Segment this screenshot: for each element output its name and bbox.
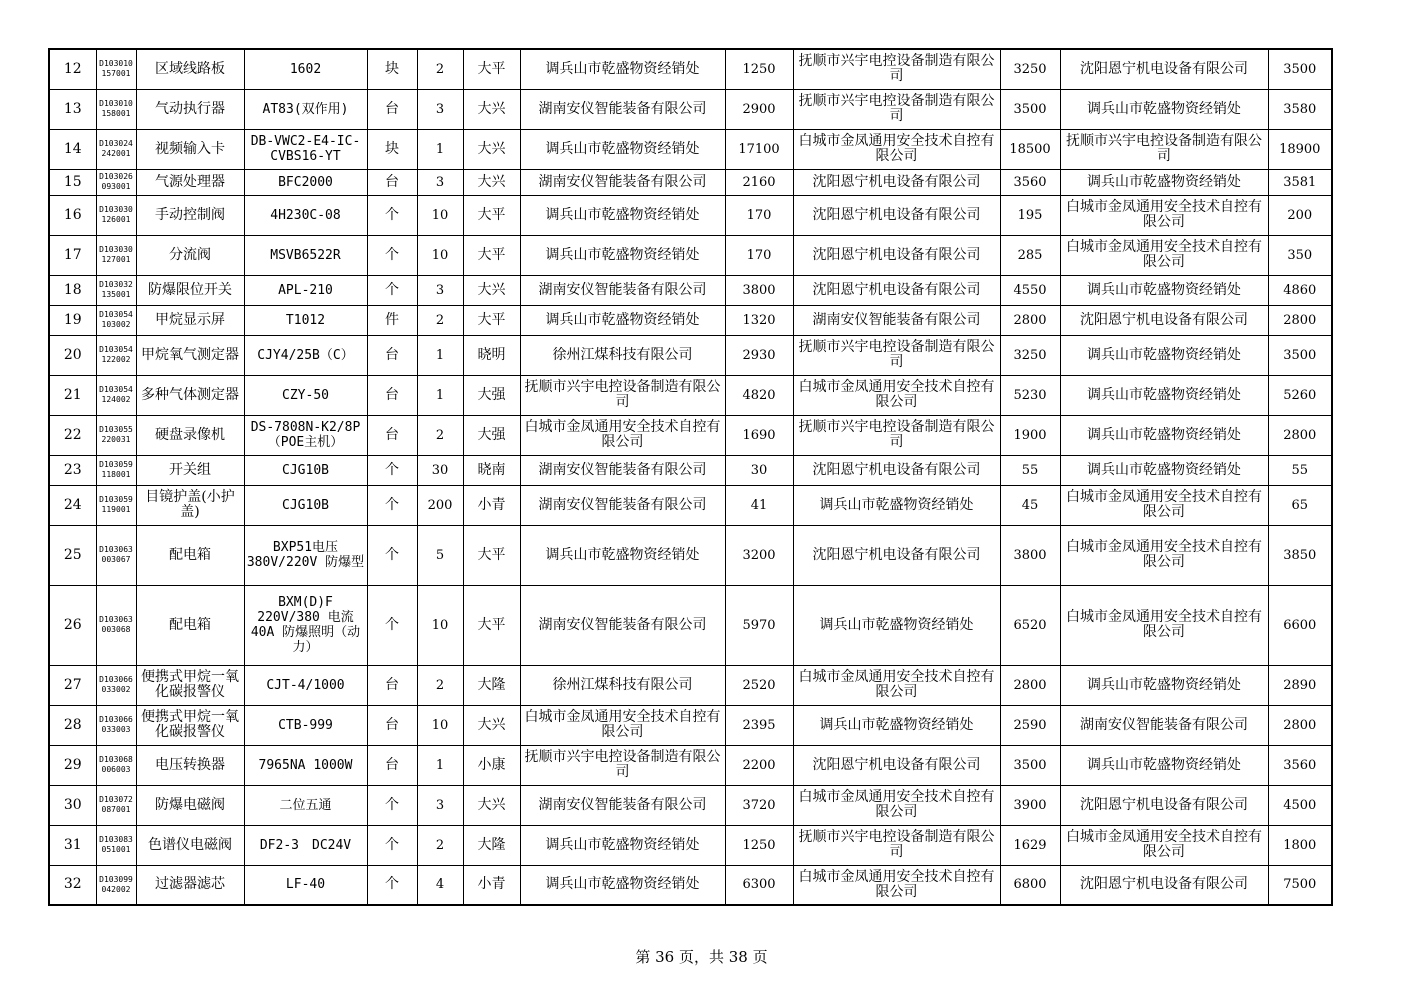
- quantity-cell: 10: [417, 705, 463, 745]
- row-number-cell: 30: [49, 785, 96, 825]
- supplier-3-cell: 湖南安仪智能装备有限公司: [1060, 705, 1268, 745]
- supplier-3-cell: 调兵山市乾盛物资经销处: [1060, 275, 1268, 305]
- price-3-cell: 3581: [1268, 169, 1332, 195]
- quantity-cell: 1: [417, 745, 463, 785]
- price-1-cell: 2930: [725, 335, 793, 375]
- item-model-cell: APL-210: [244, 275, 367, 305]
- bid-price-table: [48, 48, 1333, 906]
- row-number-cell: 27: [49, 665, 96, 705]
- unit-cell: 个: [367, 275, 417, 305]
- item-model-cell: CJY4/25B（C）: [244, 335, 367, 375]
- price-1-cell: 4820: [725, 375, 793, 415]
- mine-name-cell: 大兴: [463, 275, 520, 305]
- supplier-3-cell: 沈阳恩宁机电设备有限公司: [1060, 305, 1268, 335]
- price-3-cell: 5260: [1268, 375, 1332, 415]
- material-code-cell: D103059 118001: [96, 455, 136, 485]
- row-number-cell: 22: [49, 415, 96, 455]
- unit-cell: 台: [367, 169, 417, 195]
- price-2-cell: 45: [1000, 485, 1060, 525]
- mine-name-cell: 小青: [463, 485, 520, 525]
- supplier-1-cell: 湖南安仪智能装备有限公司: [520, 785, 725, 825]
- supplier-2-cell: 白城市金凤通用安全技术自控有限公司: [793, 129, 1000, 169]
- table-row: [49, 195, 1332, 235]
- supplier-1-cell: 白城市金凤通用安全技术自控有限公司: [520, 415, 725, 455]
- item-model-cell: CJG10B: [244, 485, 367, 525]
- unit-cell: 个: [367, 525, 417, 585]
- price-1-cell: 2395: [725, 705, 793, 745]
- table-row: [49, 485, 1332, 525]
- quantity-cell: 2: [417, 415, 463, 455]
- supplier-1-cell: 湖南安仪智能装备有限公司: [520, 169, 725, 195]
- item-model-cell: CZY-50: [244, 375, 367, 415]
- supplier-3-cell: 调兵山市乾盛物资经销处: [1060, 169, 1268, 195]
- table-row: [49, 865, 1332, 905]
- supplier-2-cell: 抚顺市兴宇电控设备制造有限公司: [793, 49, 1000, 89]
- supplier-3-cell: 沈阳恩宁机电设备有限公司: [1060, 785, 1268, 825]
- price-3-cell: 3560: [1268, 745, 1332, 785]
- item-name-cell: 便携式甲烷一氧化碳报警仪: [136, 705, 244, 745]
- item-model-cell: LF-40: [244, 865, 367, 905]
- unit-cell: 个: [367, 455, 417, 485]
- quantity-cell: 10: [417, 195, 463, 235]
- price-1-cell: 2520: [725, 665, 793, 705]
- price-1-cell: 1250: [725, 49, 793, 89]
- price-2-cell: 3250: [1000, 49, 1060, 89]
- supplier-3-cell: 抚顺市兴宇电控设备制造有限公司: [1060, 129, 1268, 169]
- quantity-cell: 3: [417, 169, 463, 195]
- price-2-cell: 285: [1000, 235, 1060, 275]
- unit-cell: 个: [367, 585, 417, 665]
- table-row: [49, 275, 1332, 305]
- supplier-3-cell: 调兵山市乾盛物资经销处: [1060, 335, 1268, 375]
- mine-name-cell: 小康: [463, 745, 520, 785]
- mine-name-cell: 晓南: [463, 455, 520, 485]
- unit-cell: 台: [367, 705, 417, 745]
- row-number-cell: 14: [49, 129, 96, 169]
- supplier-2-cell: 白城市金凤通用安全技术自控有限公司: [793, 375, 1000, 415]
- item-name-cell: 目镜护盖(小护盖): [136, 485, 244, 525]
- price-3-cell: 2800: [1268, 305, 1332, 335]
- mine-name-cell: 晓明: [463, 335, 520, 375]
- supplier-2-cell: 调兵山市乾盛物资经销处: [793, 585, 1000, 665]
- price-3-cell: 3500: [1268, 49, 1332, 89]
- item-model-cell: 1602: [244, 49, 367, 89]
- unit-cell: 台: [367, 89, 417, 129]
- item-name-cell: 电压转换器: [136, 745, 244, 785]
- material-code-cell: D103026 093001: [96, 169, 136, 195]
- supplier-3-cell: 调兵山市乾盛物资经销处: [1060, 89, 1268, 129]
- quantity-cell: 3: [417, 275, 463, 305]
- table-row: [49, 745, 1332, 785]
- price-2-cell: 3500: [1000, 89, 1060, 129]
- quantity-cell: 2: [417, 825, 463, 865]
- price-1-cell: 3800: [725, 275, 793, 305]
- price-2-cell: 2590: [1000, 705, 1060, 745]
- quantity-cell: 2: [417, 305, 463, 335]
- supplier-3-cell: 沈阳恩宁机电设备有限公司: [1060, 49, 1268, 89]
- supplier-1-cell: 白城市金凤通用安全技术自控有限公司: [520, 705, 725, 745]
- item-model-cell: CJG10B: [244, 455, 367, 485]
- price-3-cell: 2800: [1268, 415, 1332, 455]
- item-name-cell: 视频输入卡: [136, 129, 244, 169]
- price-1-cell: 6300: [725, 865, 793, 905]
- material-code-cell: D103054 124002: [96, 375, 136, 415]
- supplier-1-cell: 调兵山市乾盛物资经销处: [520, 195, 725, 235]
- price-1-cell: 17100: [725, 129, 793, 169]
- material-code-cell: D103066 033003: [96, 705, 136, 745]
- price-1-cell: 1690: [725, 415, 793, 455]
- mine-name-cell: 大平: [463, 235, 520, 275]
- row-number-cell: 20: [49, 335, 96, 375]
- row-number-cell: 18: [49, 275, 96, 305]
- supplier-2-cell: 沈阳恩宁机电设备有限公司: [793, 235, 1000, 275]
- item-name-cell: 便携式甲烷一氧化碳报警仪: [136, 665, 244, 705]
- item-name-cell: 配电箱: [136, 585, 244, 665]
- supplier-3-cell: 调兵山市乾盛物资经销处: [1060, 375, 1268, 415]
- item-name-cell: 甲烷显示屏: [136, 305, 244, 335]
- item-model-cell: CJT-4/1000: [244, 665, 367, 705]
- mine-name-cell: 大兴: [463, 705, 520, 745]
- row-number-cell: 25: [49, 525, 96, 585]
- supplier-1-cell: 湖南安仪智能装备有限公司: [520, 89, 725, 129]
- supplier-3-cell: 白城市金凤通用安全技术自控有限公司: [1060, 485, 1268, 525]
- page-number-footer: 第 36 页，共 38 页: [635, 948, 768, 966]
- supplier-1-cell: 湖南安仪智能装备有限公司: [520, 485, 725, 525]
- item-model-cell: 7965NA 1000W: [244, 745, 367, 785]
- material-code-cell: D103032 135001: [96, 275, 136, 305]
- supplier-2-cell: 沈阳恩宁机电设备有限公司: [793, 745, 1000, 785]
- supplier-3-cell: 调兵山市乾盛物资经销处: [1060, 745, 1268, 785]
- item-name-cell: 配电箱: [136, 525, 244, 585]
- table-row: [49, 415, 1332, 455]
- supplier-3-cell: 沈阳恩宁机电设备有限公司: [1060, 865, 1268, 905]
- unit-cell: 块: [367, 129, 417, 169]
- price-2-cell: 195: [1000, 195, 1060, 235]
- material-code-cell: D103055 220031: [96, 415, 136, 455]
- table-row: [49, 89, 1332, 129]
- row-number-cell: 32: [49, 865, 96, 905]
- supplier-2-cell: 抚顺市兴宇电控设备制造有限公司: [793, 335, 1000, 375]
- supplier-1-cell: 调兵山市乾盛物资经销处: [520, 825, 725, 865]
- table-row: [49, 705, 1332, 745]
- supplier-1-cell: 抚顺市兴宇电控设备制造有限公司: [520, 745, 725, 785]
- supplier-1-cell: 调兵山市乾盛物资经销处: [520, 235, 725, 275]
- supplier-1-cell: 徐州江煤科技有限公司: [520, 665, 725, 705]
- item-name-cell: 防爆电磁阀: [136, 785, 244, 825]
- table-row: [49, 49, 1332, 89]
- item-model-cell: MSVB6522R: [244, 235, 367, 275]
- quantity-cell: 30: [417, 455, 463, 485]
- price-2-cell: 1629: [1000, 825, 1060, 865]
- supplier-1-cell: 徐州江煤科技有限公司: [520, 335, 725, 375]
- supplier-1-cell: 湖南安仪智能装备有限公司: [520, 275, 725, 305]
- material-code-cell: D103059 119001: [96, 485, 136, 525]
- supplier-1-cell: 抚顺市兴宇电控设备制造有限公司: [520, 375, 725, 415]
- unit-cell: 台: [367, 375, 417, 415]
- item-name-cell: 色谱仪电磁阀: [136, 825, 244, 865]
- price-1-cell: 5970: [725, 585, 793, 665]
- mine-name-cell: 大隆: [463, 825, 520, 865]
- item-model-cell: DB-VWC2-E4-IC-CVBS16-YT: [244, 129, 367, 169]
- price-3-cell: 350: [1268, 235, 1332, 275]
- row-number-cell: 28: [49, 705, 96, 745]
- price-3-cell: 3580: [1268, 89, 1332, 129]
- price-2-cell: 6800: [1000, 865, 1060, 905]
- table-row: [49, 305, 1332, 335]
- supplier-2-cell: 沈阳恩宁机电设备有限公司: [793, 195, 1000, 235]
- supplier-1-cell: 湖南安仪智能装备有限公司: [520, 455, 725, 485]
- table-row: [49, 375, 1332, 415]
- supplier-2-cell: 沈阳恩宁机电设备有限公司: [793, 275, 1000, 305]
- item-name-cell: 分流阀: [136, 235, 244, 275]
- row-number-cell: 13: [49, 89, 96, 129]
- mine-name-cell: 大平: [463, 305, 520, 335]
- table-row: [49, 335, 1332, 375]
- price-2-cell: 3250: [1000, 335, 1060, 375]
- item-name-cell: 开关组: [136, 455, 244, 485]
- quantity-cell: 2: [417, 665, 463, 705]
- row-number-cell: 15: [49, 169, 96, 195]
- unit-cell: 个: [367, 195, 417, 235]
- supplier-2-cell: 白城市金凤通用安全技术自控有限公司: [793, 785, 1000, 825]
- supplier-1-cell: 调兵山市乾盛物资经销处: [520, 525, 725, 585]
- table-row: [49, 455, 1332, 485]
- price-2-cell: 6520: [1000, 585, 1060, 665]
- price-1-cell: 3200: [725, 525, 793, 585]
- unit-cell: 块: [367, 49, 417, 89]
- item-model-cell: BXP51电压380V/220V 防爆型: [244, 525, 367, 585]
- quantity-cell: 2: [417, 49, 463, 89]
- item-name-cell: 区域线路板: [136, 49, 244, 89]
- item-model-cell: DF2-3 DC24V: [244, 825, 367, 865]
- material-code-cell: D103030 126001: [96, 195, 136, 235]
- supplier-2-cell: 调兵山市乾盛物资经销处: [793, 485, 1000, 525]
- price-3-cell: 1800: [1268, 825, 1332, 865]
- table-body: [49, 49, 1332, 905]
- supplier-2-cell: 白城市金凤通用安全技术自控有限公司: [793, 865, 1000, 905]
- item-name-cell: 过滤器滤芯: [136, 865, 244, 905]
- price-3-cell: 2890: [1268, 665, 1332, 705]
- mine-name-cell: 大强: [463, 375, 520, 415]
- supplier-3-cell: 白城市金凤通用安全技术自控有限公司: [1060, 235, 1268, 275]
- material-code-cell: D103063 003067: [96, 525, 136, 585]
- price-1-cell: 1320: [725, 305, 793, 335]
- price-3-cell: 4860: [1268, 275, 1332, 305]
- mine-name-cell: 大平: [463, 49, 520, 89]
- unit-cell: 台: [367, 665, 417, 705]
- row-number-cell: 29: [49, 745, 96, 785]
- supplier-2-cell: 抚顺市兴宇电控设备制造有限公司: [793, 825, 1000, 865]
- item-name-cell: 多种气体测定器: [136, 375, 244, 415]
- item-model-cell: BFC2000: [244, 169, 367, 195]
- supplier-3-cell: 白城市金凤通用安全技术自控有限公司: [1060, 585, 1268, 665]
- price-2-cell: 3800: [1000, 525, 1060, 585]
- quantity-cell: 1: [417, 335, 463, 375]
- item-name-cell: 防爆限位开关: [136, 275, 244, 305]
- row-number-cell: 16: [49, 195, 96, 235]
- price-1-cell: 2160: [725, 169, 793, 195]
- item-model-cell: 4H230C-08: [244, 195, 367, 235]
- material-code-cell: D103030 127001: [96, 235, 136, 275]
- price-3-cell: 4500: [1268, 785, 1332, 825]
- table-row: [49, 825, 1332, 865]
- mine-name-cell: 大兴: [463, 785, 520, 825]
- table-row: [49, 525, 1332, 585]
- material-code-cell: D103083 051001: [96, 825, 136, 865]
- table-row: [49, 665, 1332, 705]
- item-name-cell: 硬盘录像机: [136, 415, 244, 455]
- price-2-cell: 3560: [1000, 169, 1060, 195]
- supplier-2-cell: 抚顺市兴宇电控设备制造有限公司: [793, 415, 1000, 455]
- table-row: [49, 129, 1332, 169]
- unit-cell: 个: [367, 235, 417, 275]
- item-name-cell: 手动控制阀: [136, 195, 244, 235]
- supplier-2-cell: 沈阳恩宁机电设备有限公司: [793, 455, 1000, 485]
- item-name-cell: 气源处理器: [136, 169, 244, 195]
- price-2-cell: 2800: [1000, 305, 1060, 335]
- supplier-2-cell: 湖南安仪智能装备有限公司: [793, 305, 1000, 335]
- quantity-cell: 1: [417, 129, 463, 169]
- row-number-cell: 12: [49, 49, 96, 89]
- mine-name-cell: 大平: [463, 525, 520, 585]
- price-2-cell: 2800: [1000, 665, 1060, 705]
- price-2-cell: 4550: [1000, 275, 1060, 305]
- supplier-1-cell: 调兵山市乾盛物资经销处: [520, 129, 725, 169]
- supplier-3-cell: 调兵山市乾盛物资经销处: [1060, 415, 1268, 455]
- price-2-cell: 3900: [1000, 785, 1060, 825]
- quantity-cell: 10: [417, 585, 463, 665]
- mine-name-cell: 小青: [463, 865, 520, 905]
- quantity-cell: 4: [417, 865, 463, 905]
- material-code-cell: D103010 157001: [96, 49, 136, 89]
- price-2-cell: 1900: [1000, 415, 1060, 455]
- supplier-2-cell: 抚顺市兴宇电控设备制造有限公司: [793, 89, 1000, 129]
- quantity-cell: 1: [417, 375, 463, 415]
- supplier-2-cell: 沈阳恩宁机电设备有限公司: [793, 525, 1000, 585]
- price-2-cell: 5230: [1000, 375, 1060, 415]
- unit-cell: 个: [367, 865, 417, 905]
- mine-name-cell: 大平: [463, 585, 520, 665]
- material-code-cell: D103010 158001: [96, 89, 136, 129]
- quantity-cell: 5: [417, 525, 463, 585]
- quantity-cell: 3: [417, 785, 463, 825]
- table-row: [49, 169, 1332, 195]
- item-model-cell: T1012: [244, 305, 367, 335]
- item-name-cell: 甲烷氧气测定器: [136, 335, 244, 375]
- row-number-cell: 17: [49, 235, 96, 275]
- material-code-cell: D103063 003068: [96, 585, 136, 665]
- supplier-3-cell: 调兵山市乾盛物资经销处: [1060, 455, 1268, 485]
- quantity-cell: 3: [417, 89, 463, 129]
- material-code-cell: D103068 006003: [96, 745, 136, 785]
- mine-name-cell: 大强: [463, 415, 520, 455]
- material-code-cell: D103072 087001: [96, 785, 136, 825]
- supplier-1-cell: 湖南安仪智能装备有限公司: [520, 585, 725, 665]
- price-3-cell: 6600: [1268, 585, 1332, 665]
- price-3-cell: 3500: [1268, 335, 1332, 375]
- price-3-cell: 3850: [1268, 525, 1332, 585]
- supplier-2-cell: 沈阳恩宁机电设备有限公司: [793, 169, 1000, 195]
- material-code-cell: D103024 242001: [96, 129, 136, 169]
- row-number-cell: 26: [49, 585, 96, 665]
- unit-cell: 台: [367, 745, 417, 785]
- unit-cell: 台: [367, 335, 417, 375]
- price-3-cell: 55: [1268, 455, 1332, 485]
- item-model-cell: BXM(D)F 220V/380 电流40A 防爆照明（动力）: [244, 585, 367, 665]
- material-code-cell: D103066 033002: [96, 665, 136, 705]
- price-3-cell: 200: [1268, 195, 1332, 235]
- mine-name-cell: 大兴: [463, 169, 520, 195]
- mine-name-cell: 大隆: [463, 665, 520, 705]
- supplier-2-cell: 白城市金凤通用安全技术自控有限公司: [793, 665, 1000, 705]
- supplier-1-cell: 调兵山市乾盛物资经销处: [520, 865, 725, 905]
- row-number-cell: 23: [49, 455, 96, 485]
- price-1-cell: 1250: [725, 825, 793, 865]
- row-number-cell: 31: [49, 825, 96, 865]
- supplier-3-cell: 白城市金凤通用安全技术自控有限公司: [1060, 195, 1268, 235]
- mine-name-cell: 大兴: [463, 129, 520, 169]
- table-row: [49, 585, 1332, 665]
- price-1-cell: 2900: [725, 89, 793, 129]
- item-model-cell: 二位五通: [244, 785, 367, 825]
- supplier-3-cell: 白城市金凤通用安全技术自控有限公司: [1060, 525, 1268, 585]
- price-2-cell: 18500: [1000, 129, 1060, 169]
- item-name-cell: 气动执行器: [136, 89, 244, 129]
- price-3-cell: 18900: [1268, 129, 1332, 169]
- mine-name-cell: 大平: [463, 195, 520, 235]
- price-1-cell: 170: [725, 195, 793, 235]
- unit-cell: 台: [367, 415, 417, 455]
- row-number-cell: 21: [49, 375, 96, 415]
- price-2-cell: 3500: [1000, 745, 1060, 785]
- material-code-cell: D103054 122002: [96, 335, 136, 375]
- supplier-1-cell: 调兵山市乾盛物资经销处: [520, 49, 725, 89]
- price-1-cell: 2200: [725, 745, 793, 785]
- price-1-cell: 170: [725, 235, 793, 275]
- supplier-1-cell: 调兵山市乾盛物资经销处: [520, 305, 725, 335]
- row-number-cell: 19: [49, 305, 96, 335]
- row-number-cell: 24: [49, 485, 96, 525]
- price-1-cell: 41: [725, 485, 793, 525]
- item-model-cell: DS-7808N-K2/8P（POE主机）: [244, 415, 367, 455]
- price-3-cell: 7500: [1268, 865, 1332, 905]
- material-code-cell: D103099 042002: [96, 865, 136, 905]
- unit-cell: 个: [367, 485, 417, 525]
- price-3-cell: 2800: [1268, 705, 1332, 745]
- price-1-cell: 3720: [725, 785, 793, 825]
- unit-cell: 个: [367, 785, 417, 825]
- supplier-2-cell: 调兵山市乾盛物资经销处: [793, 705, 1000, 745]
- item-model-cell: CTB-999: [244, 705, 367, 745]
- mine-name-cell: 大兴: [463, 89, 520, 129]
- unit-cell: 件: [367, 305, 417, 335]
- table-row: [49, 785, 1332, 825]
- supplier-3-cell: 白城市金凤通用安全技术自控有限公司: [1060, 825, 1268, 865]
- price-2-cell: 55: [1000, 455, 1060, 485]
- price-1-cell: 30: [725, 455, 793, 485]
- quantity-cell: 10: [417, 235, 463, 275]
- supplier-3-cell: 调兵山市乾盛物资经销处: [1060, 665, 1268, 705]
- price-3-cell: 65: [1268, 485, 1332, 525]
- item-model-cell: AT83(双作用): [244, 89, 367, 129]
- quantity-cell: 200: [417, 485, 463, 525]
- material-code-cell: D103054 103002: [96, 305, 136, 335]
- table-row: [49, 235, 1332, 275]
- unit-cell: 个: [367, 825, 417, 865]
